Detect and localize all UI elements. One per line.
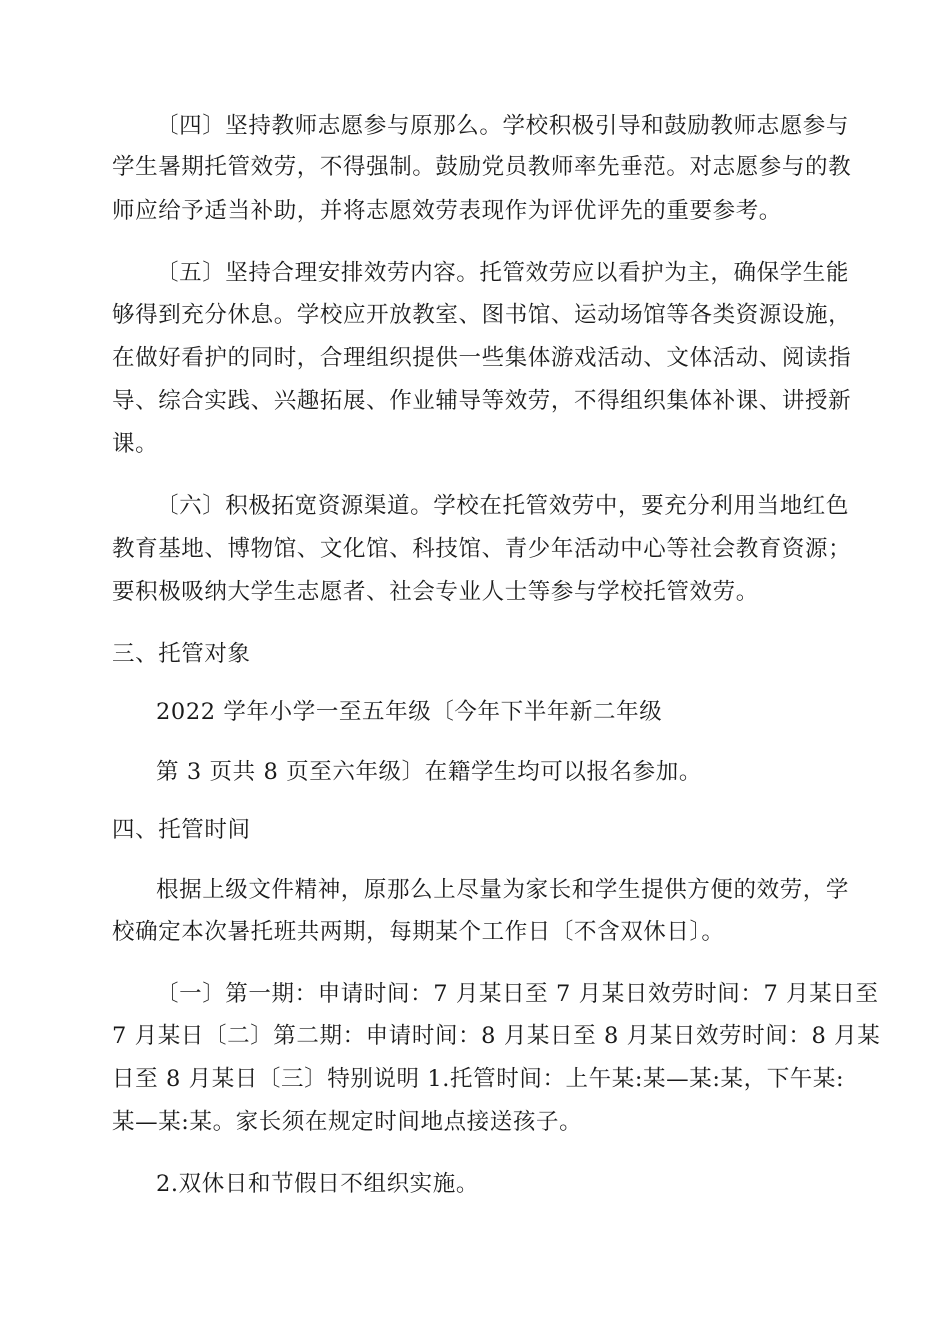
paragraph-6-line-1: 〔六〕积极拓宽资源渠道。学校在托管效劳中，要充分利用当地红色 (156, 493, 850, 519)
target-line-2: 第 3 页共 8 页至六年级〕在籍学生均可以报名参加。 (156, 759, 702, 785)
paragraph-6-line-3: 要积极吸纳大学生志愿者、社会专业人士等参与学校托管效劳。 (112, 579, 759, 605)
time-paragraph-line-1: 根据上级文件精神，原那么上尽量为家长和学生提供方便的效劳，学 (156, 877, 850, 903)
paragraph-5-line-2: 够得到充分休息。学校应开放教室、图书馆、运动场馆等各类资源设施， (112, 302, 852, 328)
paragraph-4-line-2: 学生暑期托管效劳，不得强制。鼓励党员教师率先垂范。对志愿参与的教 (112, 154, 852, 180)
section-heading-3: 三、托管对象 (112, 641, 251, 667)
note-line-2: 2.双休日和节假日不组织实施。 (156, 1171, 479, 1197)
time-paragraph-line-2: 校确定本次暑托班共两期，每期某个工作日〔不含双休日〕。 (112, 919, 725, 945)
paragraph-5-line-3: 在做好看护的同时，合理组织提供一些集体游戏活动、文体活动、阅读指 (112, 345, 852, 371)
section-heading-4: 四、托管时间 (112, 817, 251, 843)
paragraph-5-line-1: 〔五〕坚持合理安排效劳内容。托管效劳应以看护为主，确保学生能 (156, 260, 850, 286)
paragraph-5-line-5: 课。 (112, 431, 159, 457)
schedule-line-2: 7 月某日〔二〕第二期：申请时间：8 月某日至 8 月某日效劳时间：8 月某 (112, 1023, 881, 1049)
paragraph-6-line-2: 教育基地、博物馆、文化馆、科技馆、青少年活动中心等社会教育资源； (112, 536, 852, 562)
schedule-line-4: 某—某:某。家长须在规定时间地点接送孩子。 (112, 1109, 583, 1135)
paragraph-4-line-1: 〔四〕坚持教师志愿参与原那么。学校积极引导和鼓励教师志愿参与 (156, 113, 850, 139)
schedule-line-1: 〔一〕第一期：申请时间：7 月某日至 7 月某日效劳时间：7 月某日至 (156, 981, 879, 1007)
schedule-line-3: 日至 8 月某日〔三〕特别说明 1.托管时间：上午某:某—某:某，下午某: (112, 1066, 845, 1092)
paragraph-4-line-3: 师应给予适当补助，并将志愿效劳表现作为评优评先的重要参考。 (112, 198, 782, 224)
paragraph-5-line-4: 导、综合实践、兴趣拓展、作业辅导等效劳，不得组织集体补课、讲授新 (112, 388, 852, 414)
target-line-1: 2022 学年小学一至五年级〔今年下半年新二年级 (156, 699, 663, 725)
